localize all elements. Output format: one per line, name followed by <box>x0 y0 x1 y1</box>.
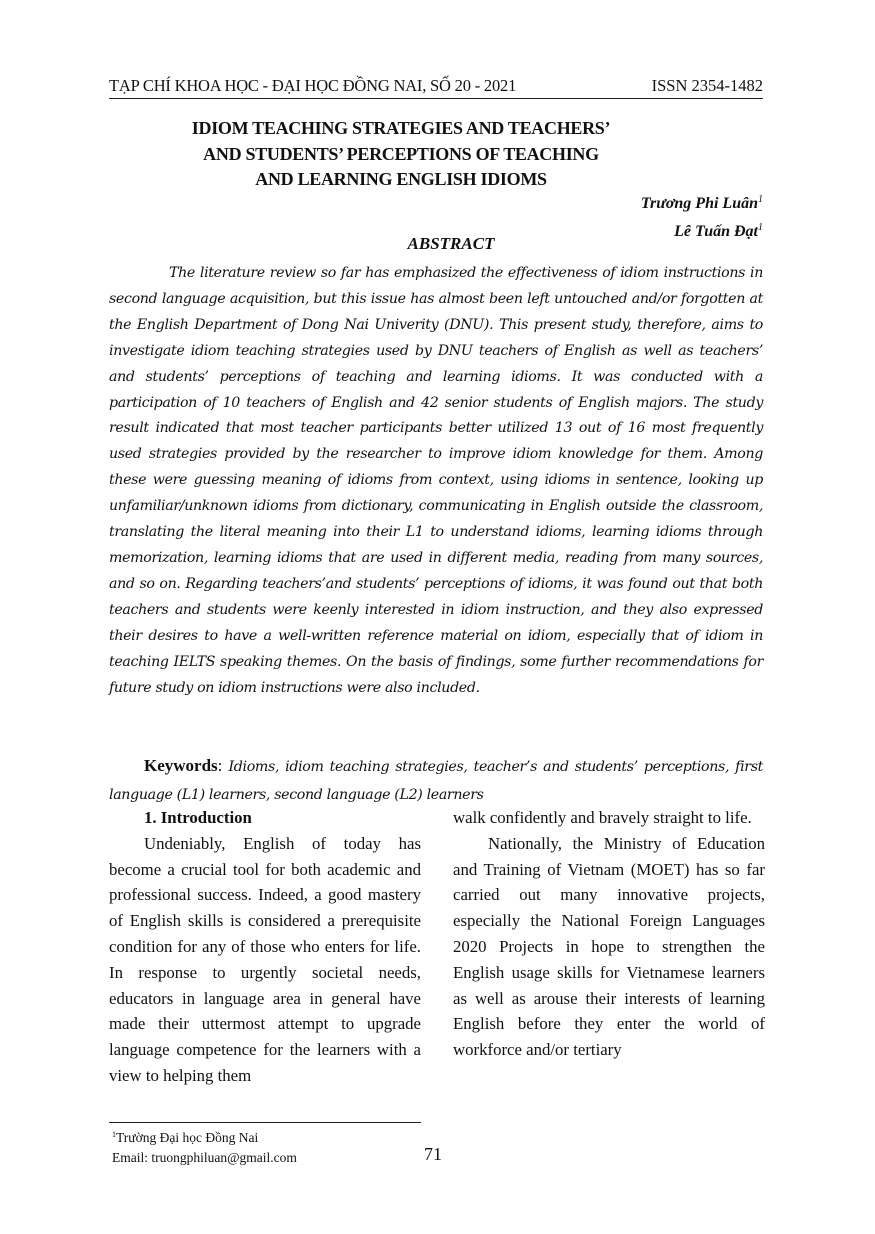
paragraph: Nationally, the Ministry of Education and Training of Vietnam (MOET) has so far carried out many innovative projects, especially the National Foreign Languages 2020 Projects in hope to strengthen the English usage skills for Vietnamese learners as well as arouse their interests of learning English before they enter the world of workforce and/or tertiary <box>453 833 765 1060</box>
author-name: Trương Phi Luân <box>640 195 758 212</box>
paragraph: Undeniably, English of today has become a crucial tool for both academic and professional success. Indeed, a good mastery of English skills is considered a prerequisite condition for any of those who enters for life. In response to urgently societal needs, educators in language area in general have made their uttermost attempt to upgrade language competence for the learners with a view to helping them <box>109 833 421 1085</box>
affiliation-text: Trường Đại học Đồng Nai <box>116 1130 259 1145</box>
paper-title <box>109 116 763 193</box>
keywords-separator: : <box>217 756 229 775</box>
running-header <box>109 76 763 99</box>
title-line: AND LEARNING ENGLISH IDIOMS <box>255 169 547 189</box>
page-number: 71 <box>424 1144 442 1164</box>
abstract-text: The literature review so far has emphasized the effectiveness of idiom instructions in second language acquisition, but this issue has almost been left untouched and/or forgotten at the English Department of Dong Nai Univerity (DNU). This present study, therefore, aims to investigate idiom teaching strategies used by DNU teachers of English as well as teachers’ and students’ perceptions of teaching and learning idioms. It was conducted with a participation of 10 teachers of English and 42 senior students of English majors. The study result indicated that most teacher participants better utilized 13 out of 16 most frequently used strategies provided by the researcher to improve idiom knowledge for them. Among these were guessing meaning of idioms from context, using idioms in sentence, looking up unfamiliar/unknown idioms from dictionary, communicating in English outside the classroom, translating the literal meaning into their L1 to understand idioms, learning idioms through memorization, learning idioms that are used in different media, reading from many sources, and so on. Regarding teachers’and students’ perceptions of idioms, it was found out that both teachers and students were keenly interested in idiom instruction, and they also expressed their desires to have a well-written reference material on idiom, especially that of idiom in teaching IELTS speaking themes. On the basis of findings, some further recommendations for future study on idiom instructions were also included. <box>109 265 763 696</box>
section-heading: 1. Introduction <box>144 808 252 827</box>
author-name: Lê Tuấn Đạt <box>674 223 758 240</box>
affiliation-mark: 1 <box>758 194 763 205</box>
footnote-affiliation <box>112 1125 297 1148</box>
author <box>641 188 763 216</box>
footnote-email: Email: truongphiluan@gmail.com <box>112 1150 297 1165</box>
footnote-mark: 1 <box>112 1130 116 1139</box>
footnote <box>112 1125 297 1168</box>
keywords <box>109 753 763 809</box>
footnote-divider <box>109 1122 421 1123</box>
abstract-heading: ABSTRACT <box>407 234 495 253</box>
left-column <box>109 805 421 1089</box>
affiliation-mark: 1 <box>758 222 763 233</box>
title-line: IDIOM TEACHING STRATEGIES AND TEACHERS’ <box>191 118 611 138</box>
title-line: AND STUDENTS’ PERCEPTIONS OF TEACHING <box>203 143 599 164</box>
issn: ISSN 2354-1482 <box>651 76 763 95</box>
keywords-text: Idioms, idiom teaching strategies, teacher’s and students’ perceptions, first language (L1) learners, second language (L2) learners <box>109 759 763 803</box>
paragraph-continuation: walk confidently and bravely straight to life. <box>453 808 752 827</box>
keywords-label: Keywords <box>144 756 218 775</box>
right-column <box>453 805 765 1063</box>
journal-title: TẠP CHÍ KHOA HỌC - ĐẠI HỌC ĐỒNG NAI, SỐ 20 - 2021 <box>109 76 517 95</box>
